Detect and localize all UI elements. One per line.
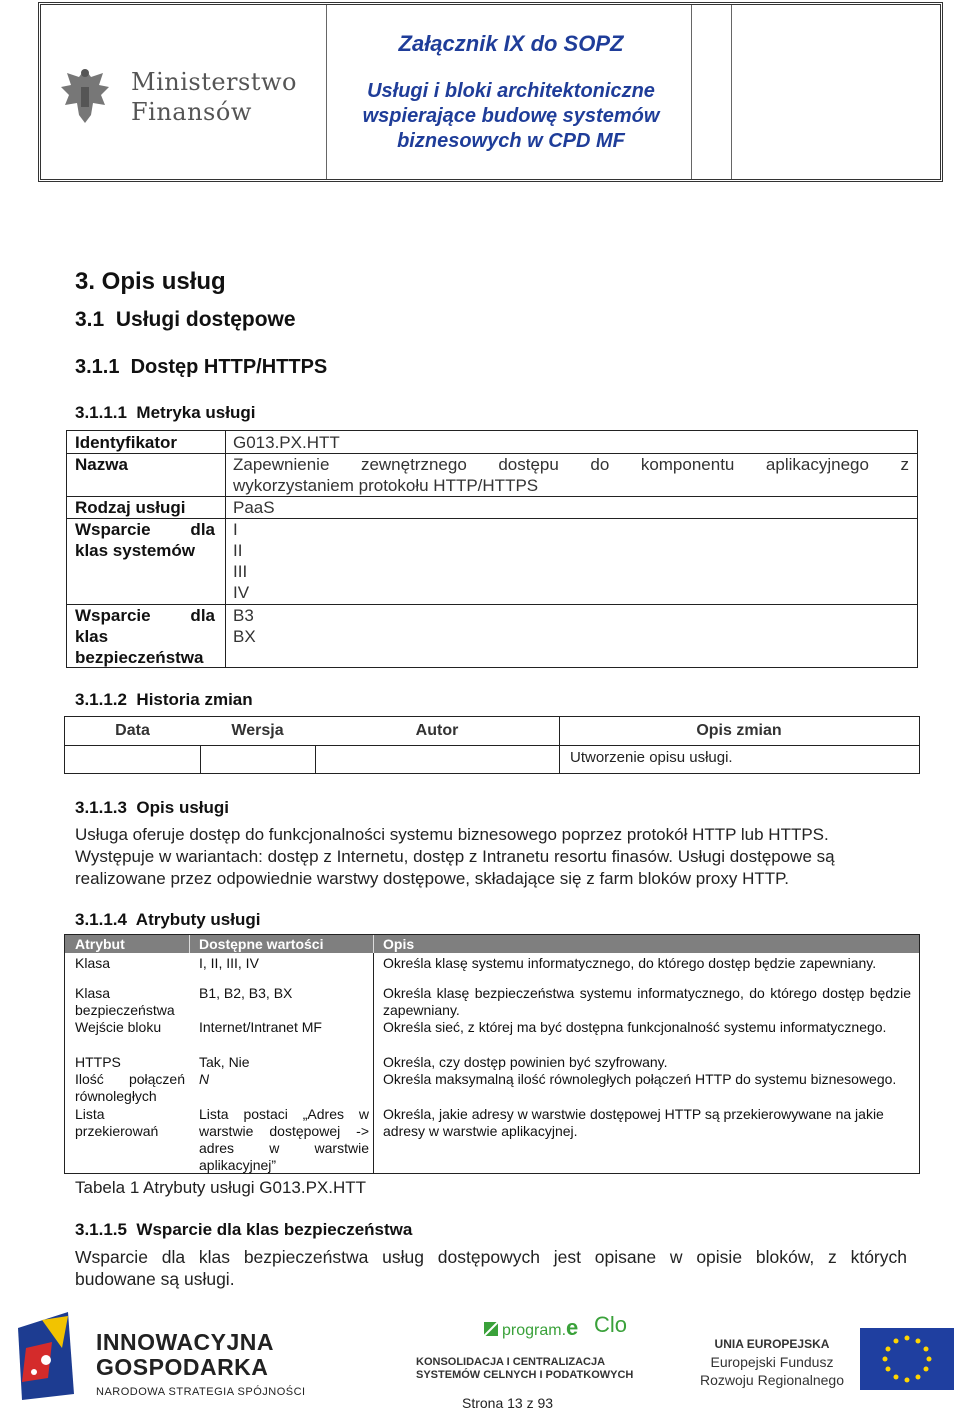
table-divider [225, 431, 226, 667]
column-header: Autor [415, 722, 459, 739]
heading-description: 3.1.1.3 Opis usługi [75, 798, 229, 817]
row-divider [65, 745, 919, 746]
page-number: Strona 13 z 93 [462, 1395, 554, 1411]
column-header: Dostępne wartości [199, 936, 324, 952]
ministry-logo [57, 65, 307, 135]
security-paragraph [75, 1246, 907, 1290]
consolidation-line: SYSTEMÓW CELNYCH I PODATKOWYCH [416, 1369, 634, 1381]
metric-label: Rodzaj usługi [75, 498, 186, 517]
column-divider [315, 745, 316, 773]
heading-2: 3.1 Usługi dostępowe [75, 308, 296, 331]
attribute-description: Określa sieć, z której ma być dostępna funkcjonalność systemu informatycznego. [383, 1019, 887, 1035]
attribute-description: Określa maksymalną ilość równoległych połączeń HTTP do systemu biznesowego. [383, 1071, 897, 1087]
header-divider [691, 5, 692, 179]
document-title-line: Usługi i bloki architektoniczne [367, 80, 655, 102]
metric-label-line: klas systemów [75, 541, 196, 560]
column-header: Data [115, 722, 150, 739]
metric-label: Nazwa [75, 455, 128, 474]
attribute-name: Ilość połączeń równoległych [75, 1071, 185, 1104]
attachment-title: Załącznik IX do SOPZ [398, 31, 624, 56]
metric-table [66, 430, 918, 668]
page-footer [0, 1300, 960, 1414]
attribute-description: Określa, jakie adresy w warstwie dostępowej HTTP są przekierowywane na jakie adresy w warstwie aplikacyjnej. [383, 1106, 884, 1139]
column-divider [373, 935, 374, 953]
eclo-text: e [566, 1315, 579, 1340]
eclo-logo-icon [484, 1302, 644, 1342]
eu-line: Europejski Fundusz [710, 1354, 834, 1370]
metric-label [75, 605, 215, 668]
heading-metric: 3.1.1.1 Metryka usługi [75, 403, 256, 422]
metric-label: Identyfikator [75, 433, 178, 452]
paragraph-line: Wsparcie dla klas bezpieczeństwa usług dostępowych jest opisane w opisie bloków, z których [75, 1247, 907, 1267]
header-divider [731, 5, 732, 179]
paragraph-line: Usługa oferuje dostęp do funkcjonalności systemu biznesowego poprzez protokół HTTP lub HTTPS. [75, 825, 829, 844]
attribute-name: Lista przekierowań [75, 1106, 159, 1139]
eagle-emblem-icon [57, 65, 113, 127]
metric-value-line: Zapewnienie zewnętrznego dostępu do komponentu aplikacyjnego z [233, 455, 909, 474]
innovative-economy-logo-text [96, 1330, 274, 1380]
logo-text-line: GOSPODARKA [96, 1354, 269, 1380]
column-header: Atrybut [75, 936, 125, 952]
document-title [331, 79, 691, 154]
column-header: Opis [383, 936, 415, 952]
ministry-name-line: Finansów [131, 98, 252, 126]
column-header: Opis zmian [696, 722, 782, 739]
metric-label-line: klas [75, 627, 109, 646]
metric-label-line: bezpieczeństwa [75, 648, 204, 667]
logo-subtitle: NARODOWA STRATEGIA SPÓJNOŚCI [96, 1386, 306, 1398]
page-header [38, 2, 943, 182]
innovative-economy-flag-icon [12, 1308, 82, 1404]
metric-value [233, 605, 909, 647]
column-divider [559, 717, 560, 773]
consolidation-line: KONSOLIDACJA I CENTRALIZACJA [416, 1356, 606, 1368]
attribute-values: Internet/Intranet MF [199, 1019, 322, 1035]
document-title-line: biznesowych w CPD MF [397, 130, 625, 152]
column-divider [373, 953, 374, 1173]
attribute-name: HTTPS [75, 1054, 121, 1070]
metric-value: PaaS [233, 498, 275, 517]
metric-value-line: II [233, 541, 243, 560]
attribute-values: N [199, 1071, 210, 1087]
column-divider [189, 935, 190, 953]
eu-fund-text [692, 1334, 852, 1389]
heading-3: 3.1.1 Dostęp HTTP/HTTPS [75, 356, 328, 378]
attribute-values: I, II, III, IV [199, 955, 259, 971]
description-paragraph [75, 824, 907, 890]
consolidation-text [416, 1356, 633, 1382]
metric-value-line: IV [233, 583, 250, 602]
column-header: Wersja [231, 722, 284, 739]
history-table [64, 716, 920, 774]
metric-value [233, 519, 909, 603]
heading-1: 3. Opis usług [75, 268, 226, 295]
table-caption: Tabela 1 Atrybuty usługi G013.PX.HTT [75, 1178, 367, 1197]
ministry-name-line: Ministerstwo [131, 68, 297, 96]
paragraph-line: realizowane przez odpowiednie warstwy dostępowe, składające się z farm bloków proxy HTTP. [75, 869, 790, 888]
paragraph-line: budowane są usługi. [75, 1269, 235, 1289]
metric-value-line: III [233, 562, 248, 581]
metric-value-line: I [233, 520, 238, 539]
eu-line: Rozwoju Regionalnego [700, 1372, 844, 1388]
metric-value-line: wykorzystaniem protokołu HTTP/HTTPS [233, 476, 539, 495]
attribute-description: Określa, czy dostęp powinien być szyfrowany. [383, 1054, 668, 1070]
metric-value: G013.PX.HTT [233, 433, 340, 452]
attribute-values: B1, B2, B3, BX [199, 985, 293, 1001]
metric-label-line: Wsparcie dla [75, 606, 215, 625]
header-divider [326, 5, 327, 179]
metric-label-line: Wsparcie dla [75, 520, 215, 539]
heading-security: 3.1.1.5 Wsparcie dla klas bezpieczeństwa [75, 1220, 413, 1239]
eu-flag-icon [860, 1328, 954, 1390]
metric-label [75, 519, 215, 561]
attribute-name: Wejście bloku [75, 1019, 162, 1035]
eclo-text: program. [502, 1322, 567, 1339]
attribute-name: Klasa bezpieczeństwa [75, 985, 175, 1018]
logo-text-line: INNOWACYJNA [96, 1329, 275, 1355]
paragraph-line: Występuje w wariantach: dostęp z Internetu, dostęp z Intranetu resortu finasów. Usługi dostępowe są [75, 847, 835, 866]
eu-line: UNIA EUROPEJSKA [714, 1337, 830, 1351]
document-title-line: wspierające budowę systemów [362, 105, 660, 127]
attribute-values: Lista postaci „Adres w warstwie dostępowej -> adres w warstwie aplikacyjnej” [199, 1106, 369, 1173]
attributes-table [64, 934, 920, 1174]
metric-value-line: B3 [233, 606, 254, 625]
metric-value-line: BX [233, 627, 256, 646]
heading-history: 3.1.1.2 Historia zmian [75, 690, 253, 709]
heading-attributes: 3.1.1.4 Atrybuty usługi [75, 910, 261, 929]
attribute-name: Klasa [75, 955, 111, 971]
attribute-values: Tak, Nie [199, 1054, 250, 1070]
table-header [65, 935, 919, 953]
eclo-text: Clo [594, 1312, 628, 1337]
history-cell: Utworzenie opisu usługi. [570, 749, 733, 766]
metric-value [233, 454, 909, 496]
attribute-description: Określa klasę bezpieczeństwa systemu informatycznego, do którego dostęp będzie zapewniany. [383, 985, 911, 1018]
column-divider [200, 745, 201, 773]
attribute-description: Określa klasę systemu informatycznego, do którego dostęp będzie zapewniany. [383, 955, 877, 971]
ministry-name [131, 67, 297, 127]
